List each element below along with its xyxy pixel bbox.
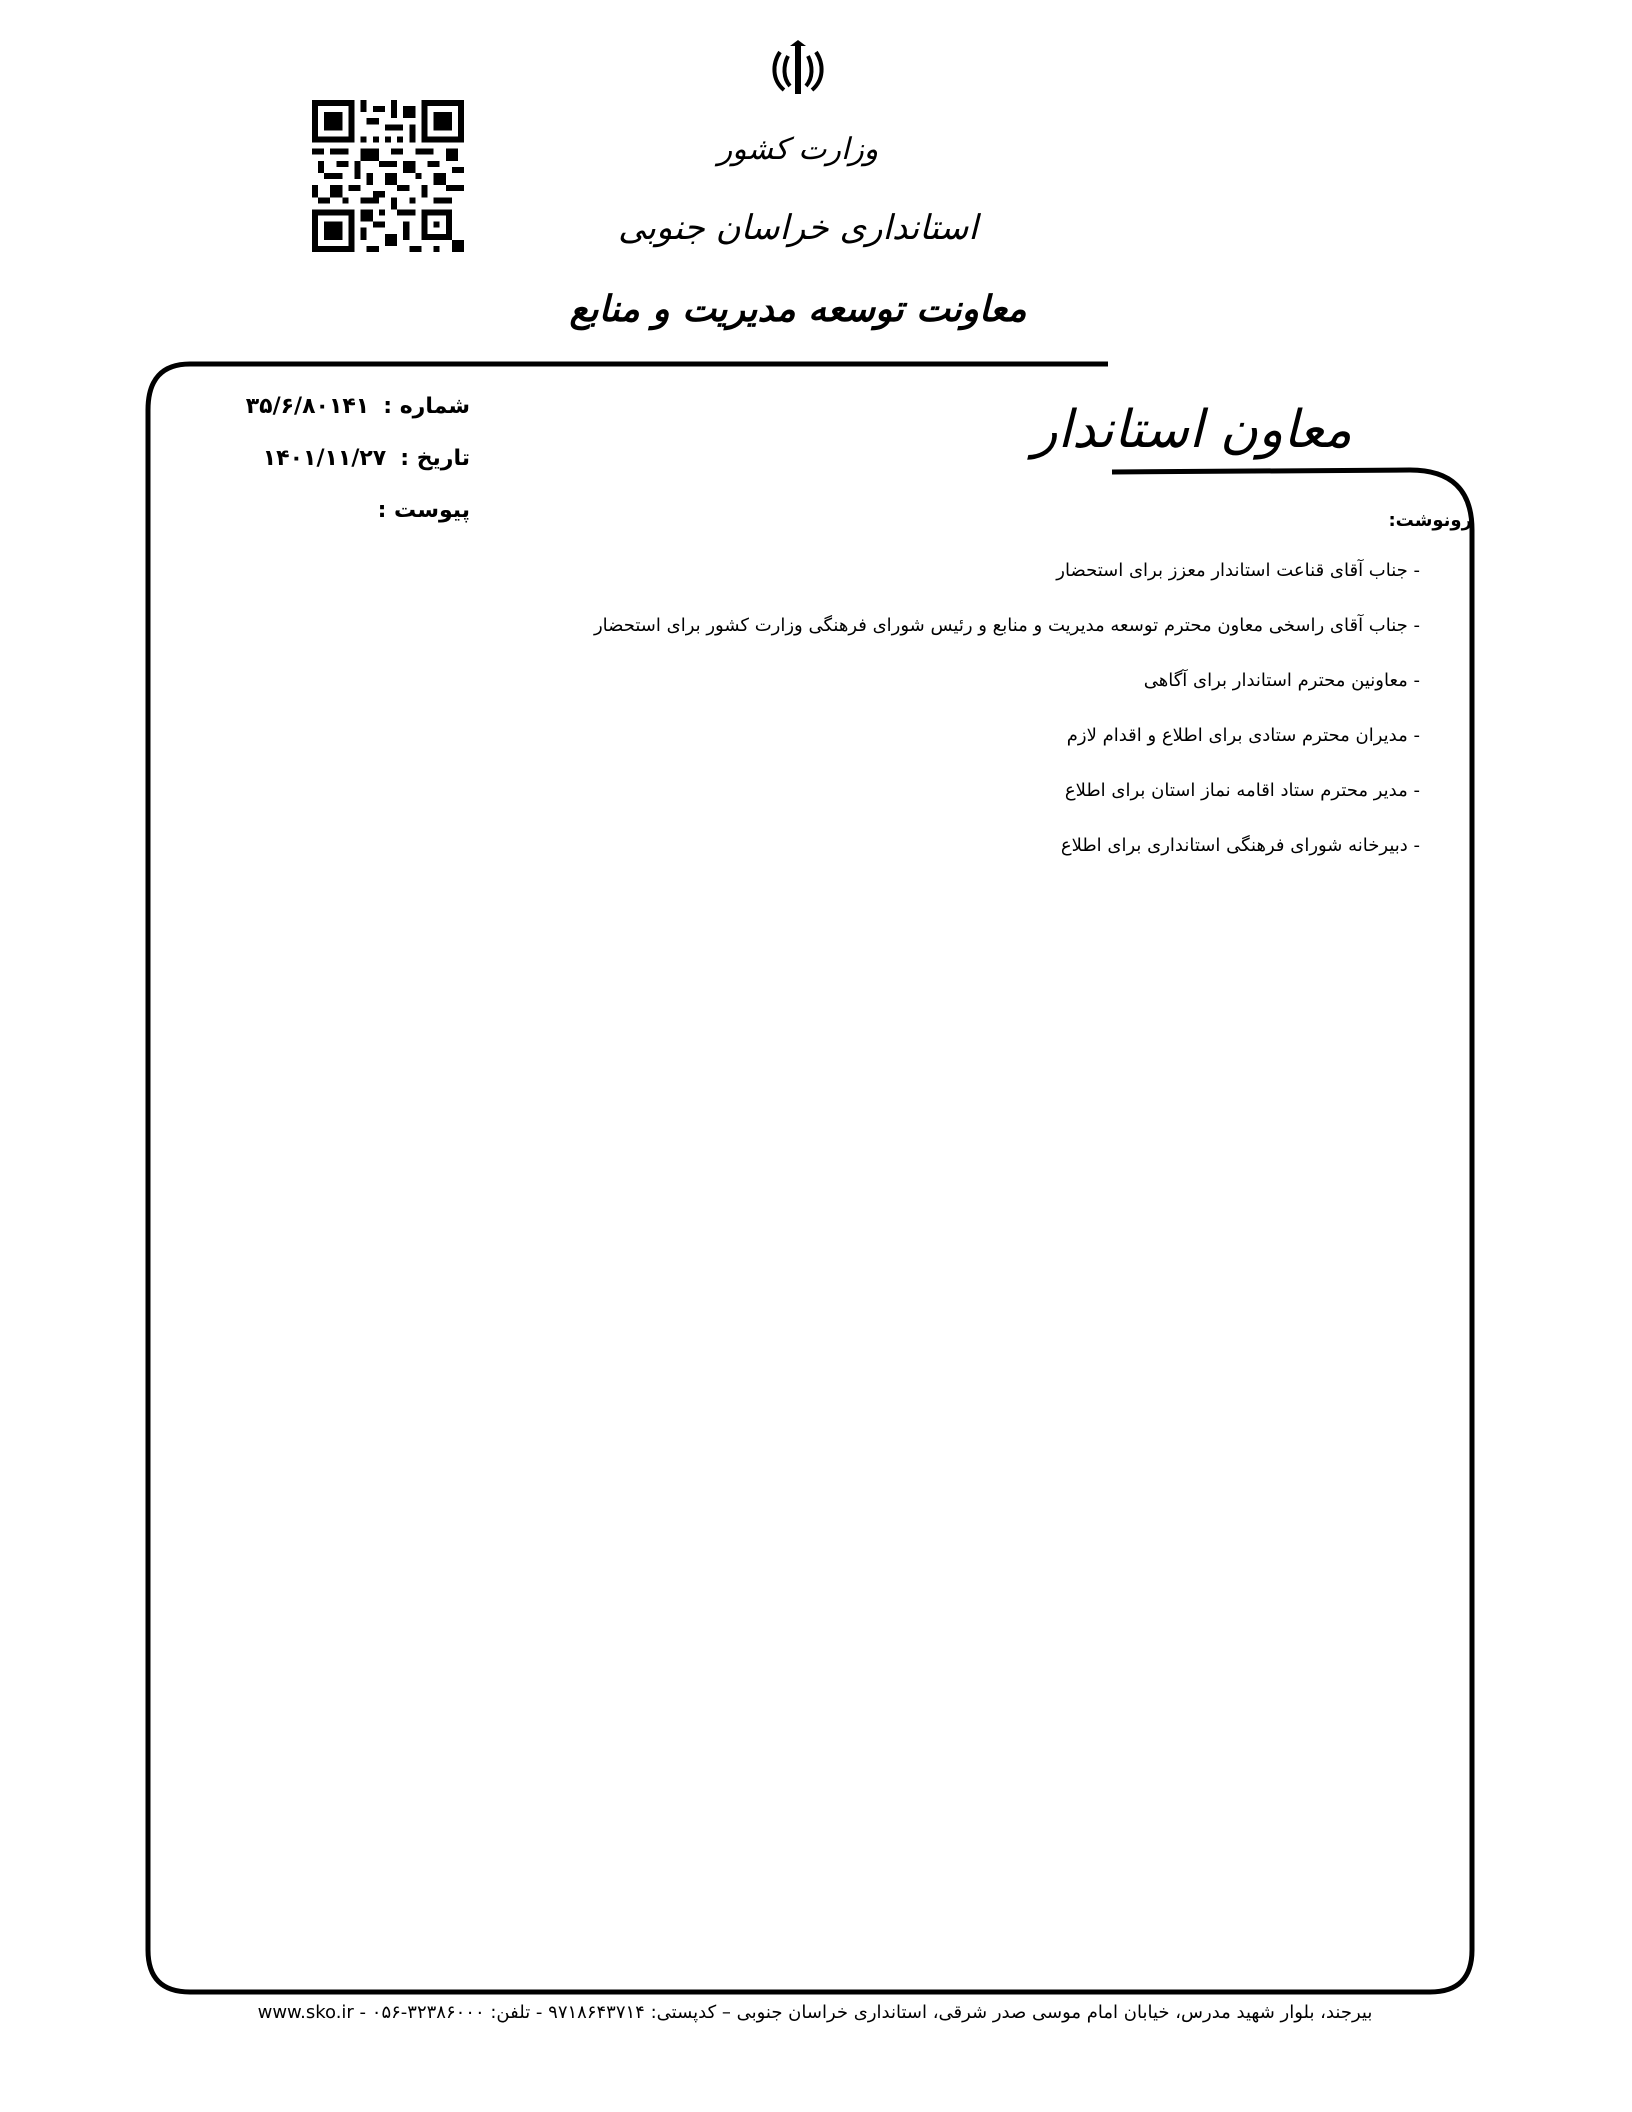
province-office-name: استانداری خراسان جنوبی bbox=[618, 208, 978, 248]
cc-item: - مدیران محترم ستادی برای اطلاع و اقدام لازم bbox=[1066, 725, 1420, 746]
letter-attachment-row bbox=[200, 484, 470, 536]
cc-item: - مدیر محترم ستاد اقامه نماز استان برای اطلاع bbox=[1064, 780, 1420, 801]
letter-date-label: تاریخ : bbox=[400, 445, 470, 471]
deputy-office-name: معاونت توسعه مدیریت و منابع bbox=[569, 288, 1027, 330]
cc-item: - معاونین محترم استاندار برای آگاهی bbox=[1143, 670, 1420, 691]
letter-date-value: ۱۴۰۱/۱۱/۲۷ bbox=[262, 445, 387, 471]
footer-address: بیرجند، بلوار شهید مدرس، خیابان امام موسی صدر شرقی، استانداری خراسان جنوبی – کدپستی: ۹۷۱۸۶۴۳۷۱۴ - تلفن: ۳۲۳۸۶۰۰۰-۰۵۶ - www.sko.ir bbox=[257, 2002, 1373, 2023]
letter-title: معاون استاندار bbox=[1032, 400, 1352, 460]
letter-meta bbox=[200, 380, 470, 536]
letter-number-row bbox=[200, 380, 470, 432]
letter-number-label: شماره : bbox=[383, 393, 470, 419]
cc-list bbox=[420, 558, 1420, 888]
letter-number-value: ۳۵/۶/۸۰۱۴۱ bbox=[245, 393, 370, 419]
cc-title: رونوشت: bbox=[1388, 510, 1472, 531]
letter-date-row bbox=[200, 432, 470, 484]
cc-item: - دبیرخانه شورای فرهنگی استانداری برای اطلاع bbox=[1060, 835, 1420, 856]
cc-item: - جناب آقای قناعت استاندار معزز برای استحضار bbox=[1056, 560, 1420, 581]
ministry-name: وزارت کشور bbox=[717, 132, 879, 167]
cc-item: - جناب آقای راسخی معاون محترم توسعه مدیریت و منابع و رئیس شورای فرهنگی وزارت کشور برای استحضار bbox=[593, 615, 1420, 636]
letter-attachment-label: پیوست : bbox=[377, 497, 470, 523]
